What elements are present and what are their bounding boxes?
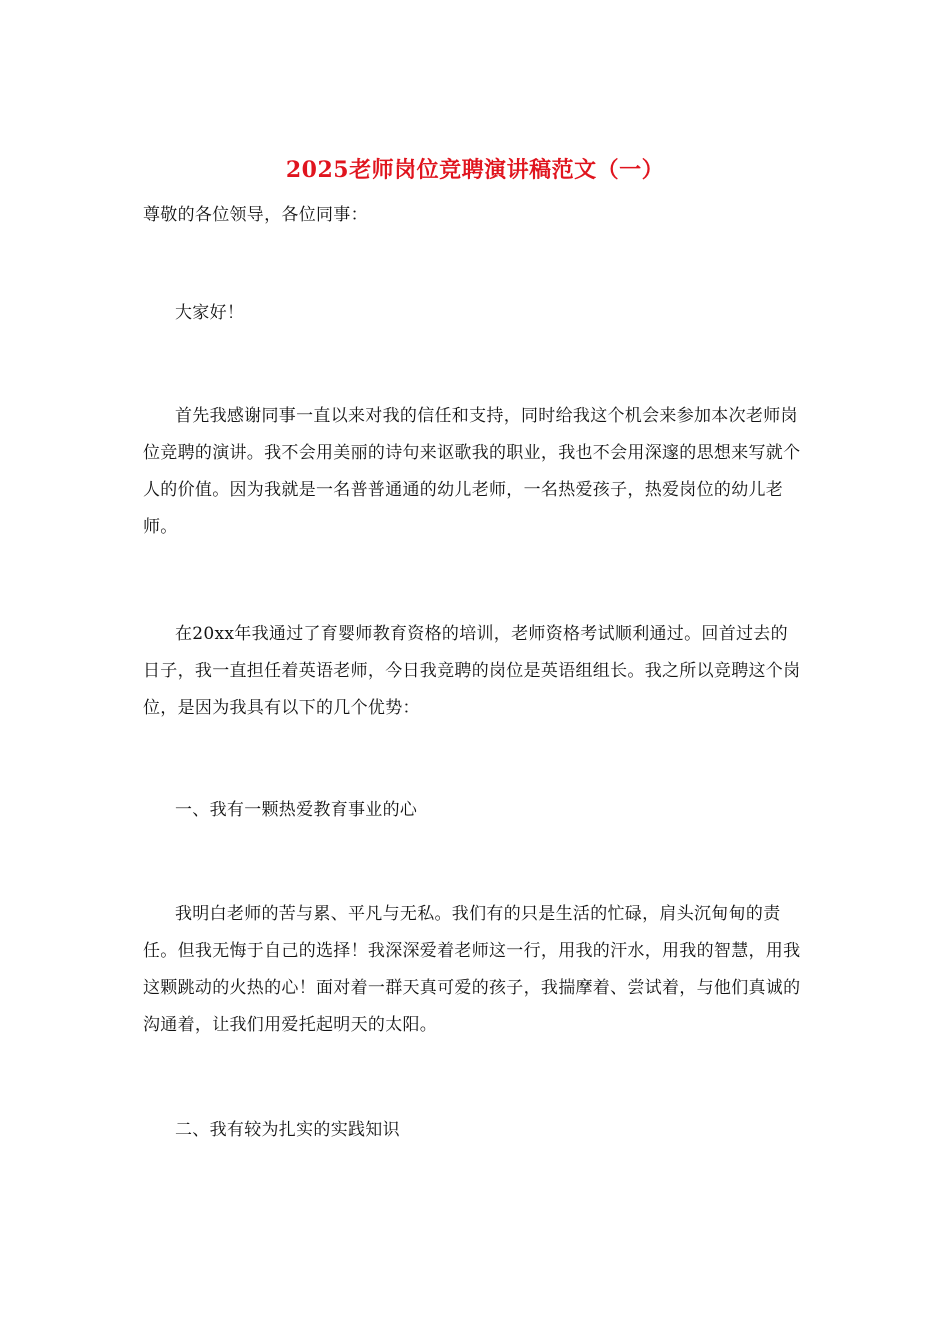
body-paragraph-2: 在20xx年我通过了育婴师教育资格的培训，老师资格考试顺利通过。回首过去的日子，我一直担任着英语老师，今日我竞聘的岗位是英语组组长。我之所以竞聘这个岗位，是因为我具有以下的几个优势：	[143, 624, 801, 718]
salutation: 尊敬的各位领导，各位同事：	[143, 205, 368, 225]
document-title: 2025老师岗位竞聘演讲稿范文（一）	[285, 157, 665, 183]
section-heading-2: 二、我有较为扎实的实践知识	[175, 1120, 400, 1140]
section-heading-1: 一、我有一颗热爱教育事业的心	[175, 800, 418, 820]
greeting: 大家好！	[175, 303, 245, 323]
body-paragraph-1: 首先我感谢同事一直以来对我的信任和支持，同时给我这个机会来参加本次老师岗位竞聘的演讲。我不会用美丽的诗句来讴歌我的职业，我也不会用深邃的思想来写就个人的价值。因为我就是一名普普通通的幼儿老师，一名热爱孩子，热爱岗位的幼儿老师。	[143, 406, 801, 537]
body-paragraph-3: 我明白老师的苦与累、平凡与无私。我们有的只是生活的忙碌，肩头沉甸甸的责任。但我无悔于自己的选择！我深深爱着老师这一行，用我的汗水，用我的智慧，用我这颗跳动的火热的心！面对着一群天真可爱的孩子，我揣摩着、尝试着，与他们真诚的沟通着，让我们用爱托起明天的太阳。	[143, 904, 801, 1035]
